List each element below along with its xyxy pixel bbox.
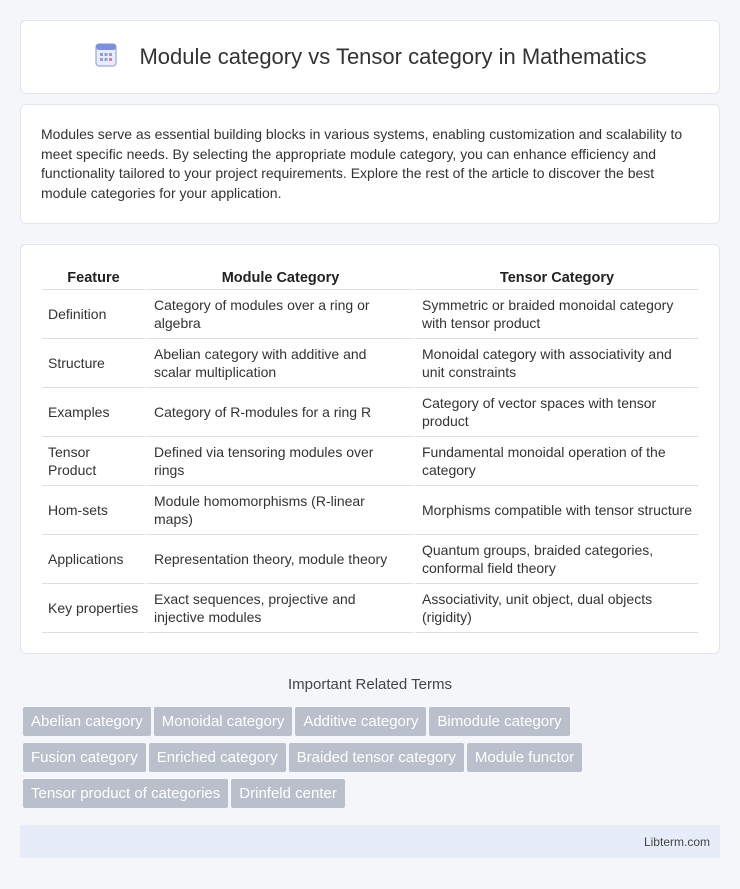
header-feature: Feature <box>42 265 145 290</box>
table-row <box>42 388 698 437</box>
feature-cell: Examples <box>42 388 145 437</box>
title-wrap <box>93 42 646 73</box>
table-row <box>42 535 698 584</box>
table-row <box>42 290 698 339</box>
footer-site-link[interactable]: Libterm.com <box>643 834 710 849</box>
table-row <box>42 486 698 535</box>
module-cell: Representation theory, module theory <box>145 535 413 584</box>
intro-card <box>20 104 720 224</box>
comparison-table <box>42 265 698 633</box>
header-card <box>20 20 720 94</box>
module-cell: Abelian category with additive and scalar multiplication <box>145 339 413 388</box>
footer <box>20 825 720 858</box>
tensor-cell: Monoidal category with associativity and unit constraints <box>413 339 698 388</box>
related-term-tag[interactable]: Enriched category <box>149 743 286 772</box>
feature-cell: Definition <box>42 290 145 339</box>
tensor-cell: Symmetric or braided monoidal category with tensor product <box>413 290 698 339</box>
table-header-row <box>42 265 698 290</box>
related-term-tag[interactable]: Braided tensor category <box>289 743 464 772</box>
related-terms-title: Important Related Terms <box>288 676 452 693</box>
related-term-tag[interactable]: Abelian category <box>23 707 151 736</box>
tensor-cell: Associativity, unit object, dual objects (rigidity) <box>413 584 698 633</box>
related-term-tag[interactable]: Additive category <box>295 707 426 736</box>
intro-text: Modules serve as essential building blocks in various systems, enabling customization and scalability to meet specific needs. By selecting the appropriate module category, you can enhance efficiency and functionality tailored to your project requirements. Explore the rest of the article to discover the best module categories for your application. <box>41 126 683 201</box>
related-term-tag[interactable]: Fusion category <box>23 743 146 772</box>
feature-cell: Key properties <box>42 584 145 633</box>
module-cell: Category of modules over a ring or algebra <box>145 290 413 339</box>
tensor-cell: Morphisms compatible with tensor structure <box>413 486 698 535</box>
feature-cell: Hom-sets <box>42 486 145 535</box>
related-terms-list <box>23 707 723 815</box>
table-row <box>42 437 698 486</box>
module-cell: Module homomorphisms (R-linear maps) <box>145 486 413 535</box>
tensor-cell: Quantum groups, braided categories, conformal field theory <box>413 535 698 584</box>
header-tensor-category: Tensor Category <box>413 265 698 290</box>
table-row <box>42 339 698 388</box>
related-term-tag[interactable]: Drinfeld center <box>231 779 345 808</box>
module-cell: Defined via tensoring modules over rings <box>145 437 413 486</box>
comparison-table-card <box>20 244 720 654</box>
calculator-icon <box>93 42 119 73</box>
related-term-tag[interactable]: Tensor product of categories <box>23 779 228 808</box>
feature-cell: Applications <box>42 535 145 584</box>
related-term-tag[interactable]: Monoidal category <box>154 707 293 736</box>
feature-cell: Tensor Product <box>42 437 145 486</box>
module-cell: Category of R-modules for a ring R <box>145 388 413 437</box>
header-module-category: Module Category <box>145 265 413 290</box>
feature-cell: Structure <box>42 339 145 388</box>
tensor-cell: Category of vector spaces with tensor product <box>413 388 698 437</box>
module-cell: Exact sequences, projective and injective modules <box>145 584 413 633</box>
related-term-tag[interactable]: Bimodule category <box>429 707 569 736</box>
page-title: Module category vs Tensor category in Mathematics <box>139 44 647 69</box>
table-row <box>42 584 698 633</box>
related-term-tag[interactable]: Module functor <box>467 743 582 772</box>
tensor-cell: Fundamental monoidal operation of the category <box>413 437 698 486</box>
